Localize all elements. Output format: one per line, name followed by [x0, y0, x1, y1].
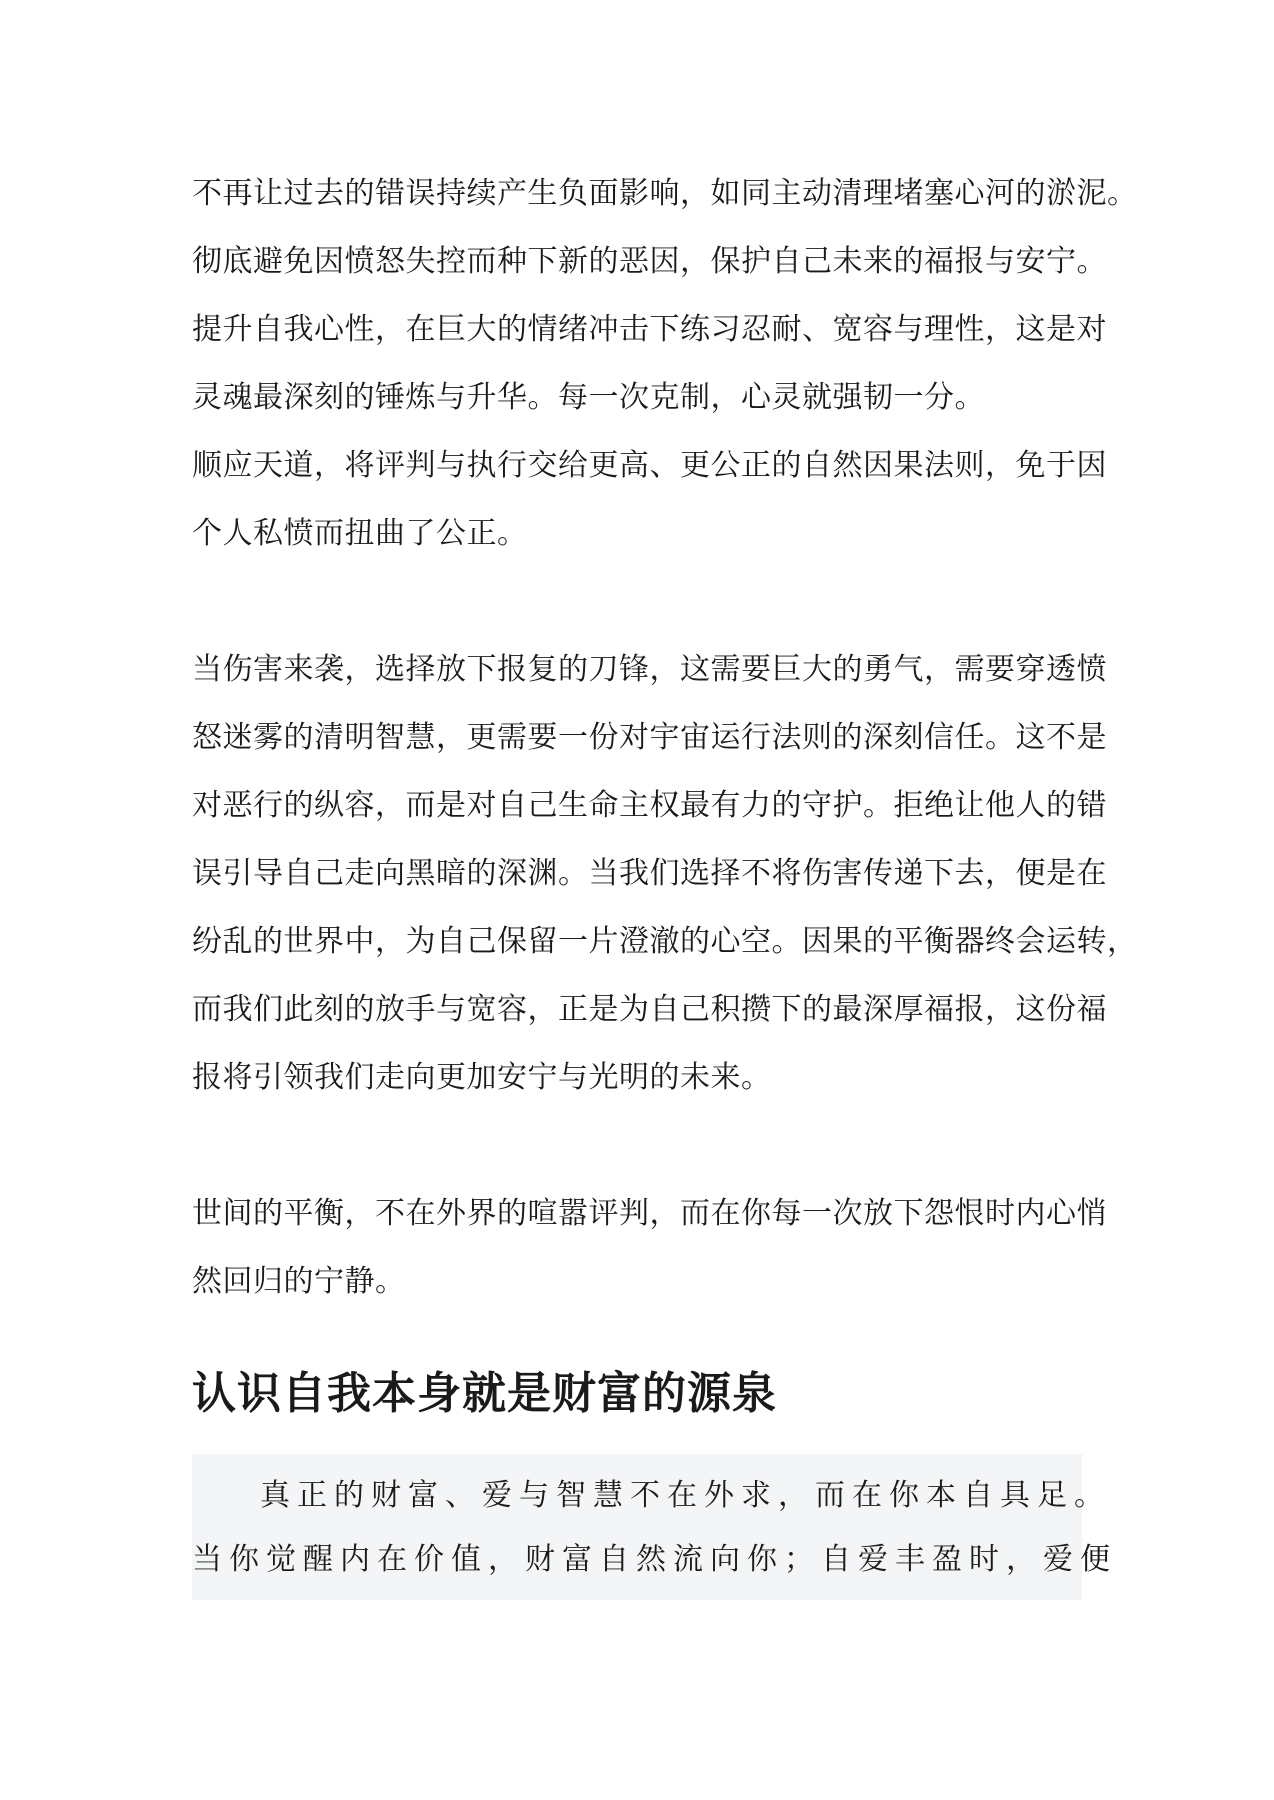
text-line: 彻底避免因愤怒失控而种下新的恶因，保护自己未来的福报与安宁。	[192, 244, 1107, 279]
paragraph-gap	[192, 568, 1092, 636]
text-line: 误引导自己走向黑暗的深渊。当我们选择不将伤害传递下去，便是在	[192, 856, 1107, 891]
text-line: 怒迷雾的清明智慧，更需要一份对宇宙运行法则的深刻信任。这不是	[192, 720, 1107, 755]
text-line: 不再让过去的错误持续产生负面影响，如同主动清理堵塞心河的淤泥。	[192, 176, 1138, 211]
paragraph-balance	[192, 1180, 1107, 1316]
quote-block	[192, 1454, 1117, 1600]
document-page	[192, 160, 1138, 1600]
text-line: 然回归的宁静。	[192, 1264, 406, 1299]
text-line: 个人私愤而扭曲了公正。	[192, 516, 528, 551]
text-line: 世间的平衡，不在外界的喧嚣评判，而在你每一次放下怨恨时内心悄	[192, 1196, 1107, 1231]
text-line: 提升自我心性，在巨大的情绪冲击下练习忍耐、宽容与理性，这是对	[192, 312, 1107, 347]
paragraph-gap	[192, 1112, 1092, 1180]
text-line: 灵魂最深刻的锤炼与升华。每一次克制，心灵就强韧一分。	[192, 380, 985, 415]
text-line: 纷乱的世界中，为自己保留一片澄澈的心空。因果的平衡器终会运转，	[192, 924, 1138, 959]
paragraph-benefits	[192, 160, 1138, 568]
paragraph-letting-go	[192, 636, 1138, 1112]
text-line: 对恶行的纵容，而是对自己生命主权最有力的守护。拒绝让他人的错	[192, 788, 1107, 823]
quote-line: 真正的财富、爱与智慧不在外求，而在你本自具足。	[260, 1478, 1111, 1513]
text-line: 而我们此刻的放手与宽容，正是为自己积攒下的最深厚福报，这份福	[192, 992, 1107, 1027]
section-heading: 认识自我本身就是财富的源泉	[192, 1368, 777, 1419]
text-line: 报将引领我们走向更加安宁与光明的未来。	[192, 1060, 772, 1095]
text-line: 当伤害来袭，选择放下报复的刀锋，这需要巨大的勇气，需要穿透愤	[192, 652, 1107, 687]
quote-line: 当你觉醒内在价值，财富自然流向你；自爱丰盈时，爱便	[192, 1542, 1117, 1577]
text-line: 顺应天道，将评判与执行交给更高、更公正的自然因果法则，免于因	[192, 448, 1107, 483]
